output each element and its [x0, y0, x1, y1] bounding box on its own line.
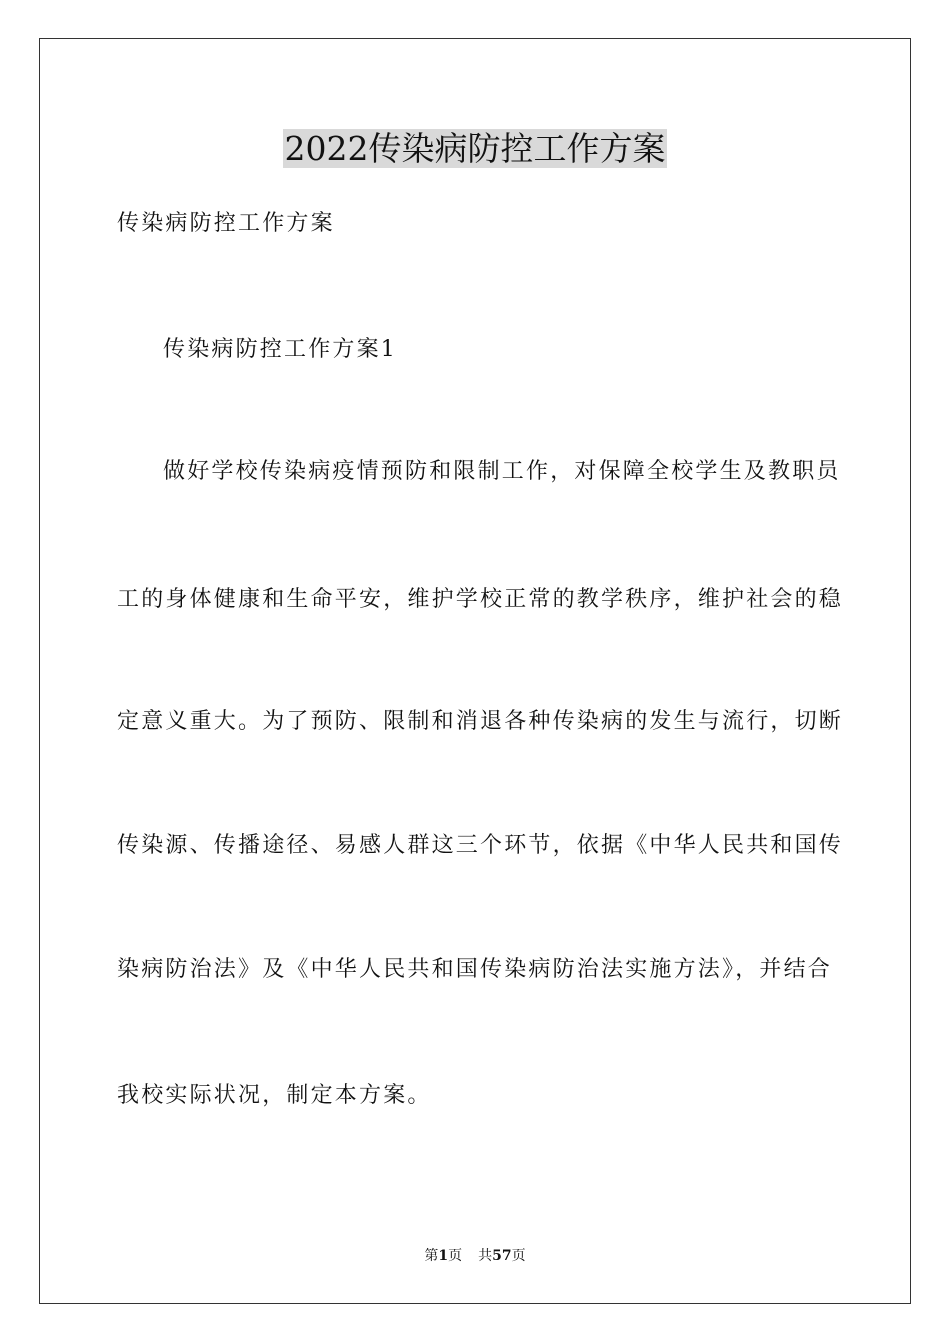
page-prefix: 第 [424, 1248, 439, 1264]
paragraph-line-2: 工的身体健康和生命平安，维护学校正常的教学秩序，维护社会的稳 [117, 587, 844, 612]
page-suffix: 页 [448, 1248, 463, 1264]
page-footer [0, 1246, 950, 1266]
paragraph-line-4: 传染源、传播途径、易感人群这三个环节，依据《中华人民共和国传 [117, 833, 844, 858]
document-title-text: 2022传染病防控工作方案 [284, 129, 666, 168]
section-heading: 传染病防控工作方案1 [163, 337, 397, 362]
paragraph-line-6: 我校实际状况，制定本方案。 [117, 1083, 432, 1108]
paragraph-line-1: 做好学校传染病疫情预防和限制工作，对保障全校学生及教职员 [163, 459, 841, 484]
paragraph-line-3: 定意义重大。为了预防、限制和消退各种传染病的发生与流行，切断 [117, 709, 844, 734]
total-prefix: 共 [478, 1248, 493, 1264]
total-pages: 57 [492, 1248, 512, 1264]
page-number: 1 [438, 1248, 449, 1264]
document-subtitle: 传染病防控工作方案 [117, 211, 335, 236]
document-title [0, 127, 950, 171]
paragraph-line-5: 染病防治法》及《中华人民共和国传染病防治法实施方法》，并结合 [117, 957, 833, 982]
total-suffix: 页 [511, 1248, 526, 1264]
